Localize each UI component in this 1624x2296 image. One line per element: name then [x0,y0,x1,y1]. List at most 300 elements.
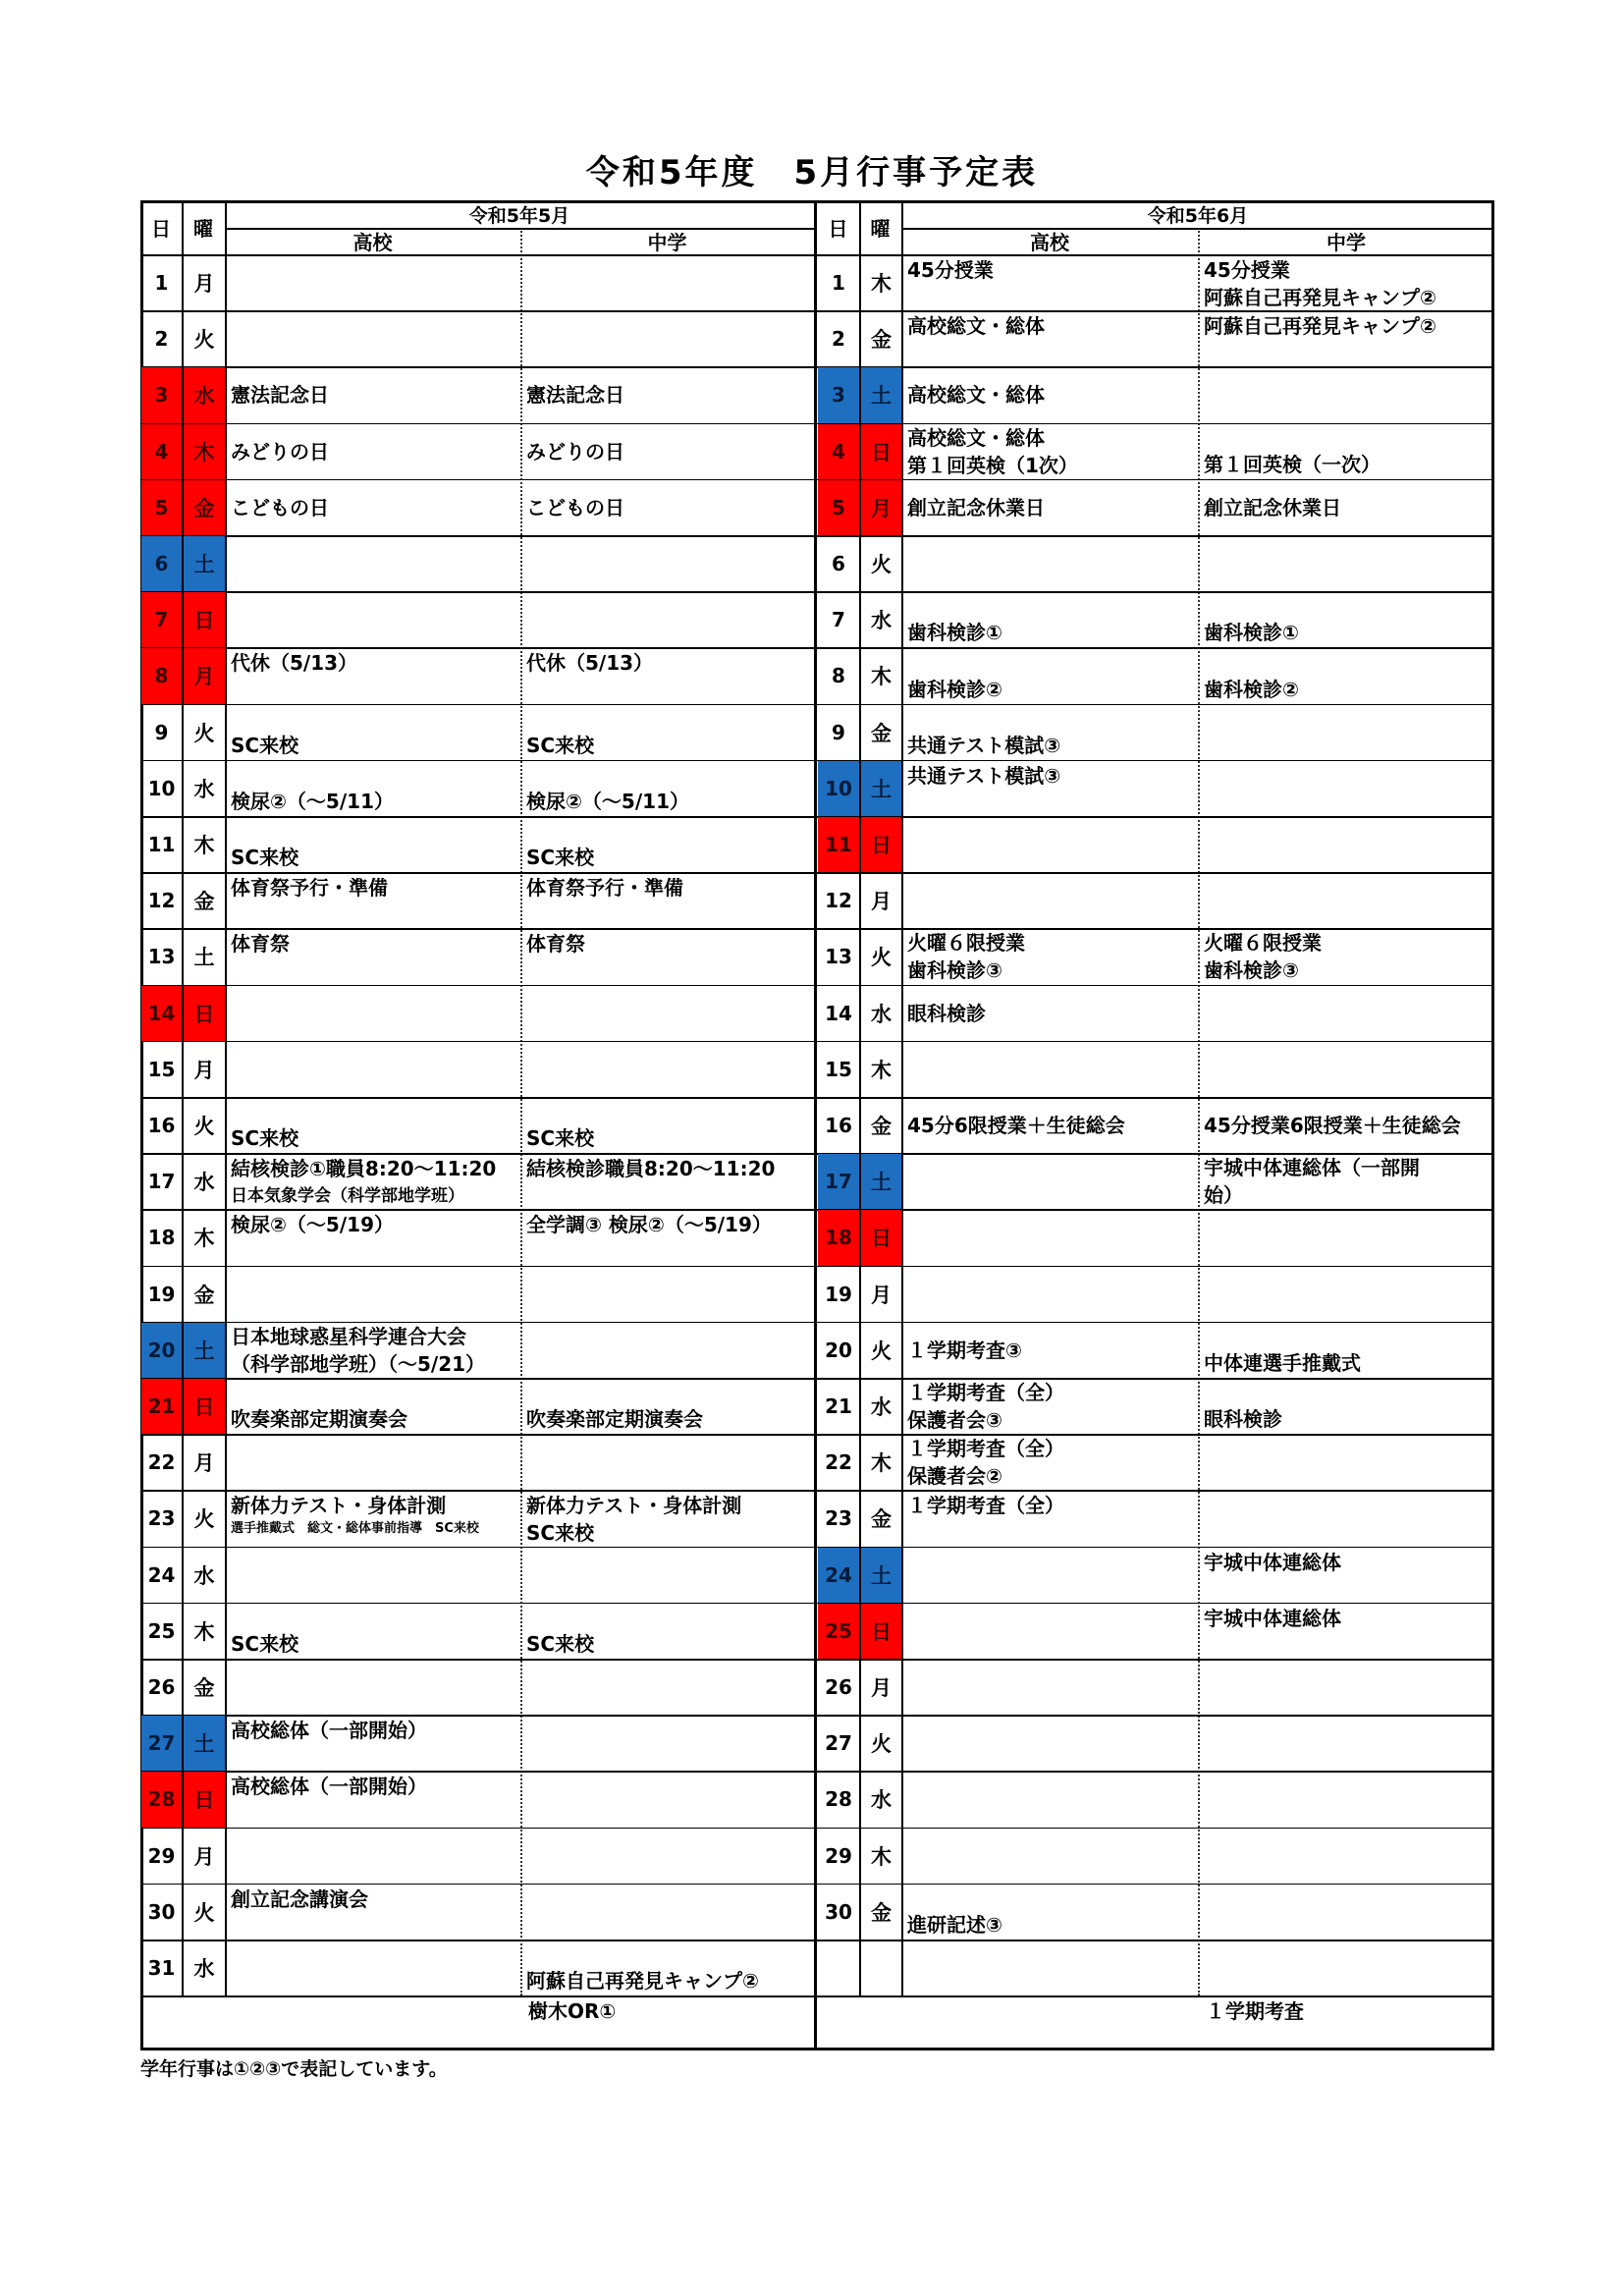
weekday-cell: 金 [871,328,892,353]
day-number: 26 [825,1675,852,1700]
high-school-events [227,705,519,760]
high-school-events [903,367,1197,422]
day-number: 20 [141,1323,182,1378]
event-line: みどりの日 [231,439,329,464]
high-school-events [227,1435,519,1490]
high-school-events [227,592,519,647]
weekday-cell: 火 [871,1339,892,1363]
event-line: 体育祭予行・準備 [526,876,683,901]
high-school-events [227,1548,519,1603]
event-line: 吹奏楽部定期演奏会 [231,1407,407,1432]
day-number: 3 [141,367,182,422]
weekday-cell: 火 [871,553,892,577]
day-number: 8 [141,648,182,703]
day-number: 4 [141,424,182,479]
day-number: 25 [147,1618,176,1643]
junior-high-events [1200,1716,1493,1771]
high-school-events [227,986,519,1041]
event-line: SC来校 [526,733,595,757]
day-number: 10 [818,761,859,816]
high-school-events [227,1660,519,1715]
high-school-events [903,817,1197,872]
weekday-cell: 月 [193,1844,215,1869]
high-school-events [227,929,519,984]
high-school-events [903,705,1197,760]
high-school-events [227,873,519,928]
high-school-events [903,1941,1197,1995]
weekday-cell: 水 [193,1957,215,1982]
weekday-cell: 月 [871,1283,892,1307]
day-number: 6 [832,552,845,576]
junior-high-events [522,592,813,647]
event-line: １学期考査（全） [907,1381,1064,1405]
day-number: 9 [154,720,169,744]
event-line: SC来校 [231,733,299,757]
weekday-cell: 土 [184,1716,225,1771]
high-school-events [903,648,1197,703]
high-school-events [903,986,1197,1041]
high-school-events [227,648,519,703]
junior-high-events [1200,929,1493,984]
junior-high-events [1200,1042,1493,1097]
high-school-events [227,1042,519,1097]
junior-high-events [522,480,813,535]
weekday-cell: 火 [193,721,215,745]
event-line: 歯科検診① [1204,621,1299,645]
day-number: 21 [825,1394,852,1419]
day-number: 2 [154,327,169,352]
event-line: 憲法記念日 [526,383,624,408]
center-divider [814,200,817,2050]
junior-high-events [522,1379,813,1434]
day-number: 18 [818,1210,859,1265]
high-school-events [227,1941,519,1995]
high-school-events [227,311,519,366]
weekday-cell: 金 [871,1507,892,1532]
junior-high-events [1200,1660,1493,1715]
day-number: 5 [141,480,182,535]
weekday-cell: 金 [871,721,892,745]
high-school-events [227,1716,519,1771]
day-number: 2 [832,327,845,352]
event-line: 共通テスト模試③ [907,763,1061,788]
day-number: 28 [141,1772,182,1827]
weekday-cell: 月 [193,1058,215,1082]
junior-high-events [1200,1210,1493,1265]
weekday-cell: 水 [871,1788,892,1813]
weekday-cell: 水 [193,1563,215,1588]
day-number: 4 [818,424,859,479]
high-school-events [903,1154,1197,1209]
day-number: 30 [825,1899,852,1924]
high-school-events [903,311,1197,366]
day-number: 6 [141,536,182,591]
event-line: １学期考査（全） [907,1437,1064,1461]
high-school-events [903,1379,1197,1434]
event-line: 高校総文・総体 [907,314,1045,339]
event-line: みどりの日 [526,439,624,464]
weekday-cell: 金 [871,1900,892,1925]
high-school-events [903,1323,1197,1378]
high-school-events [227,424,519,479]
junior-high-events [522,1098,813,1153]
junior-high-events [522,1491,813,1546]
day-number: 29 [825,1843,852,1868]
day-number: 14 [141,986,182,1041]
day-number: 13 [825,945,852,969]
high-school-events [903,536,1197,591]
junior-high-events [1200,817,1493,872]
junior-high-events [522,1154,813,1209]
weekday-cell: 水 [871,1395,892,1420]
event-line: 保護者会③ [907,1408,1002,1433]
event-line: 日本気象学会（科学部地学班） [231,1186,464,1207]
day-number: 17 [147,1170,176,1194]
weekday-cell: 月 [193,272,215,297]
high-school-events [903,424,1197,479]
event-line: 共通テスト模試③ [907,733,1061,757]
event-line: 阿蘇自己再発見キャンプ② [1204,286,1436,309]
junior-high-events [1200,648,1493,703]
high-school-events [227,1267,519,1322]
junior-high-events [1200,1435,1493,1490]
weekday-cell: 金 [871,1115,892,1139]
weekday-cell: 土 [193,946,215,970]
weekday-cell: 火 [193,1115,215,1139]
day-number: 19 [147,1282,176,1306]
event-line: 高校総体（一部開始） [231,1775,427,1799]
weekday-cell: 火 [193,1507,215,1532]
junior-high-events [522,1660,813,1715]
event-line: 眼科検診 [907,1001,986,1025]
junior-high-events [522,536,813,591]
high-school-events [903,255,1197,310]
event-line: 保護者会② [907,1464,1002,1489]
weekday-cell: 水 [871,609,892,633]
day-number: 24 [818,1548,859,1603]
day-number: 1 [832,271,845,296]
day-number: 27 [141,1716,182,1771]
event-line: 体育祭 [526,932,585,957]
event-line: 歯科検診① [907,621,1002,645]
weekday-cell: 月 [193,1451,215,1476]
weekday-cell: 金 [193,1676,215,1701]
junior-high-events [1200,1829,1493,1884]
header-weekday: 曜 [193,217,213,241]
day-number: 16 [147,1114,176,1138]
day-number: 20 [825,1338,852,1362]
event-line: こどもの日 [526,495,624,519]
event-line: 宇城中体連総体 [1204,1550,1341,1574]
header-high-school: 高校 [1030,231,1069,254]
junior-high-events [522,817,813,872]
junior-high-events [522,311,813,366]
junior-high-events [1200,367,1493,422]
junior-high-events [1200,1323,1493,1378]
weekday-cell: 木 [193,1619,215,1644]
event-line: 体育祭 [231,932,290,957]
high-school-events [903,1435,1197,1490]
junior-high-events [522,1716,813,1771]
junior-high-events [1200,1379,1493,1434]
weekday-cell: 土 [184,536,225,591]
junior-high-events [522,255,813,310]
day-number: 7 [832,608,845,632]
day-number: 15 [825,1057,852,1081]
junior-high-events [1200,873,1493,928]
high-school-events [227,536,519,591]
high-school-events [227,1210,519,1265]
junior-high-events [1200,424,1493,479]
junior-high-events [522,1323,813,1378]
day-number: 12 [147,889,176,913]
day-number: 27 [825,1731,852,1756]
high-school-events [903,1210,1197,1265]
junior-high-events [522,1941,813,1995]
weekday-cell: 土 [861,367,901,422]
junior-high-events [1200,311,1493,366]
event-line: 創立記念休業日 [907,495,1045,519]
high-school-events [903,1548,1197,1603]
day-number: 30 [147,1899,176,1924]
event-line: 阿蘇自己再発見キャンプ② [1204,314,1436,339]
day-number: 3 [818,367,859,422]
event-line: 宇城中体連総体（一部開 [1204,1156,1420,1180]
weekday-cell: 日 [861,424,901,479]
junior-high-events [522,929,813,984]
event-line: 第１回英検（1次） [907,453,1078,477]
event-line: 選手推戴式 総文・総体事前指導 SC来校 [231,1521,479,1537]
event-line: 吹奏楽部定期演奏会 [526,1407,703,1432]
day-number: 22 [147,1450,176,1475]
junior-high-events [522,1604,813,1659]
day-number: 5 [818,480,859,535]
high-school-events [903,1885,1197,1940]
event-line: 全学調③ 検尿②（～5/19） [526,1213,772,1237]
event-line: SC来校 [526,1521,595,1546]
header-weekday: 曜 [870,217,891,241]
high-school-events [903,1042,1197,1097]
weekday-cell: 金 [193,890,215,914]
event-line: 検尿②（～5/11） [231,789,394,813]
event-line: 歯科検診② [1204,677,1299,701]
event-line: １学期考査③ [907,1338,1022,1362]
junior-high-events [522,986,813,1041]
weekday-cell: 日 [184,986,225,1041]
day-number: 14 [825,1001,852,1025]
header-day: 日 [828,217,848,241]
junior-high-events [1200,1772,1493,1827]
junior-high-events [522,424,813,479]
high-school-events [903,1098,1197,1153]
high-school-events [227,1098,519,1153]
high-school-events [227,1772,519,1827]
event-line: 歯科検診③ [1204,958,1299,983]
junior-high-events [1200,1154,1493,1209]
weekday-cell: 木 [871,1058,892,1082]
weekday-cell: 日 [861,817,901,872]
weekday-cell: 月 [871,1676,892,1701]
weekday-cell: 火 [871,946,892,970]
event-line: SC来校 [526,1126,595,1151]
day-number: 28 [825,1787,852,1812]
high-school-events [227,1604,519,1659]
junior-high-events [1200,1491,1493,1546]
high-school-events [903,1491,1197,1546]
weekday-cell: 土 [861,1154,901,1209]
event-line: 進研記述③ [907,1912,1002,1937]
day-number: 26 [147,1675,176,1700]
day-number: 11 [147,833,176,857]
weekday-cell: 日 [184,592,225,647]
event-line: 高校総文・総体 [907,425,1045,450]
day-number: 13 [147,945,176,969]
event-line: SC来校 [231,1631,299,1656]
event-line: 体育祭予行・準備 [231,876,388,901]
day-number: 19 [825,1282,852,1306]
event-line: 憲法記念日 [231,383,329,408]
junior-high-events [522,1885,813,1940]
high-school-events [227,761,519,816]
weekday-cell: 火 [193,328,215,353]
event-line: SC来校 [526,846,595,870]
high-school-events [227,817,519,872]
event-line: 結核検診①職員8:20～11:20 [231,1157,497,1181]
high-school-events [903,929,1197,984]
junior-high-events [522,705,813,760]
weekday-cell: 木 [193,1227,215,1251]
event-line: 第１回英検（一次） [1204,452,1380,476]
event-line: 宇城中体連総体 [1204,1606,1341,1630]
high-school-events [903,592,1197,647]
high-school-events [227,1491,519,1546]
header-month: 令和5年6月 [1147,204,1249,227]
event-line: 検尿②（～5/11） [526,789,689,813]
event-line: 45分6限授業＋生徒総会 [907,1114,1125,1138]
weekday-cell: 土 [861,1548,901,1603]
weekday-cell: 日 [861,1604,901,1659]
high-school-events [227,1379,519,1434]
day-number: 8 [832,664,845,688]
weekday-cell: 土 [861,761,901,816]
day-number: 9 [832,720,845,744]
footer-high-note: １学期考査 [1206,1999,1304,2023]
event-line: SC来校 [526,1631,595,1656]
event-line: こどもの日 [231,495,329,519]
footer-junior-note: 樹木OR① [528,1999,617,2023]
weekday-cell: 木 [871,1844,892,1869]
header-junior-high: 中学 [647,231,687,254]
junior-high-events [1200,1885,1493,1940]
day-number: 22 [825,1450,852,1475]
high-school-events [903,1267,1197,1322]
junior-high-events [1200,592,1493,647]
weekday-cell: 日 [184,1379,225,1434]
event-line: 新体力テスト・身体計測 [526,1494,742,1518]
event-line: 検尿②（～5/19） [231,1213,394,1237]
weekday-cell: 金 [193,1283,215,1307]
day-number: 11 [818,817,859,872]
header-day: 日 [151,217,171,241]
weekday-cell: 月 [184,648,225,703]
event-line: 45分授業6限授業＋生徒総会 [1204,1114,1461,1138]
header-junior-high: 中学 [1326,231,1366,254]
junior-high-events [522,1772,813,1827]
event-line: 代休（5/13） [526,651,654,676]
day-number: 23 [825,1506,852,1531]
event-line: １学期考査（全） [907,1494,1064,1518]
day-number: 24 [147,1562,176,1587]
day-number: 17 [818,1154,859,1209]
day-number: 10 [147,776,176,800]
day-number: 16 [825,1114,852,1138]
high-school-events [227,1885,519,1940]
weekday-cell: 水 [193,777,215,801]
weekday-cell: 月 [861,480,901,535]
event-line: 歯科検診③ [907,958,1002,983]
high-school-events [903,1716,1197,1771]
day-number: 18 [147,1226,176,1250]
event-line: 創立記念講演会 [231,1886,368,1911]
weekday-cell: 火 [871,1732,892,1757]
event-line: 眼科検診 [1204,1407,1282,1432]
junior-high-events [522,1435,813,1490]
event-line: SC来校 [231,846,299,870]
junior-high-events [1200,1267,1493,1322]
page-title: 令和5年度 5月行事予定表 [585,153,1039,192]
junior-high-events [522,1042,813,1097]
event-line: 阿蘇自己再発見キャンプ② [526,1969,759,1994]
junior-high-events [1200,1548,1493,1603]
weekday-cell: 土 [184,1323,225,1378]
event-line: 代休（5/13） [231,651,358,676]
junior-high-events [522,1210,813,1265]
event-line: 結核検診職員8:20～11:20 [526,1157,776,1181]
junior-high-events [1200,480,1493,535]
high-school-events [903,1829,1197,1884]
event-line: 始） [1204,1183,1243,1208]
junior-high-events [1200,1941,1493,1995]
day-number [818,1941,859,1995]
event-line: 火曜６限授業 [907,931,1025,956]
high-school-events [227,367,519,422]
high-school-events [227,1829,519,1884]
event-line: 45分授業 [1204,258,1290,282]
weekday-cell: 木 [871,272,892,297]
junior-high-events [1200,1604,1493,1659]
event-line: 火曜６限授業 [1204,931,1322,956]
high-school-events [227,1323,519,1378]
event-line: 中体連選手推戴式 [1204,1350,1361,1375]
weekday-cell: 月 [871,890,892,914]
day-number: 7 [141,592,182,647]
day-number: 25 [818,1604,859,1659]
event-line: 日本地球惑星科学連合大会 [231,1324,466,1348]
high-school-events [903,761,1197,816]
high-school-events [903,1772,1197,1827]
event-line: 高校総体（一部開始） [231,1719,427,1743]
junior-high-events [522,1829,813,1884]
high-school-events [903,873,1197,928]
high-school-events [227,480,519,535]
weekday-cell: 木 [871,1451,892,1476]
event-line: SC来校 [231,1126,299,1151]
junior-high-events [1200,705,1493,760]
weekday-cell: 火 [193,1900,215,1925]
junior-high-events [522,873,813,928]
high-school-events [903,1604,1197,1659]
day-number: 15 [147,1057,176,1081]
